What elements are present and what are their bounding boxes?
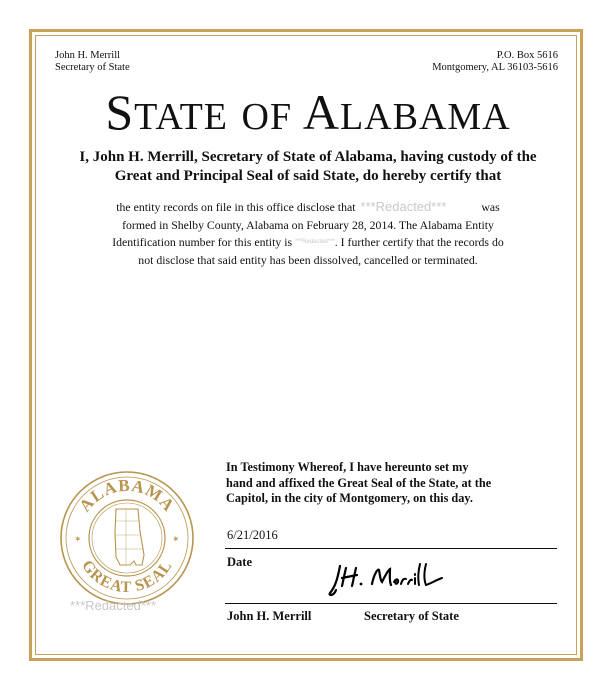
certificate-body bbox=[60, 198, 556, 269]
date-value: 6/21/2016 bbox=[227, 528, 278, 542]
title-rest-state: TATE bbox=[134, 96, 228, 138]
date-rule bbox=[225, 548, 557, 549]
date-label: Date bbox=[227, 555, 252, 569]
po-box: P.O. Box 5616 bbox=[496, 50, 558, 61]
seal-state-map bbox=[115, 509, 144, 565]
secretary-name: John H. Merrill bbox=[55, 50, 121, 61]
city-zip: Montgomery, AL 36103-5616 bbox=[432, 62, 558, 73]
certification-line-2: Great and Principal Seal of said State, do hereby certify that bbox=[114, 168, 502, 184]
great-seal-icon bbox=[58, 469, 196, 607]
secretary-title: Secretary of State bbox=[55, 62, 130, 73]
signatory-office: Secretary of State bbox=[364, 609, 459, 623]
header-right bbox=[432, 50, 558, 74]
body-line-4: not disclose that said entity has been dissolved, cancelled or terminated. bbox=[138, 252, 478, 267]
svg-text:GREAT SEAL bbox=[78, 557, 176, 596]
testimony-whereof: In Testimony Whereof, I have hereunto set my hand and affixed the Great Seal of the State, at the Capitol, in the city of Montgomery, on this day. bbox=[226, 460, 492, 505]
certification-line-1: I, John H. Merrill, Secretary of State of Alabama, having custody of the bbox=[79, 149, 537, 165]
signature-image bbox=[326, 560, 456, 598]
document-title bbox=[0, 86, 616, 143]
redacted-seal-label: ***Redacted*** bbox=[70, 598, 157, 613]
header-left bbox=[55, 50, 130, 74]
signature-rule bbox=[225, 603, 557, 604]
signatory-name: John H. Merrill bbox=[227, 609, 312, 623]
title-cap-a: A bbox=[302, 84, 340, 140]
seal-star-right: ✶ bbox=[172, 534, 180, 544]
redacted-entity-id: ***Redacted*** bbox=[295, 239, 335, 245]
title-rest-alabama: LABAMA bbox=[339, 96, 511, 138]
seal-top-text: ALABAMA bbox=[75, 475, 179, 516]
title-of: OF bbox=[241, 96, 293, 138]
body-line-2: formed in Shelby County, Alabama on February 28, 2014. The Alabama Entity bbox=[122, 217, 494, 232]
seal-bottom-text: GREAT SEAL bbox=[78, 557, 176, 597]
body-line-1: the entity records on file in this office disclose that ***Redacted*** was bbox=[116, 199, 500, 214]
body-line-3: Identification number for this entity is $^{***Redacted***}$. I further certify that the records do bbox=[112, 235, 504, 249]
certification-statement bbox=[30, 148, 586, 186]
seal-star-left: ✶ bbox=[74, 534, 82, 544]
title-cap-s: S bbox=[105, 84, 135, 140]
redacted-entity-name: ***Redacted*** bbox=[360, 199, 447, 214]
